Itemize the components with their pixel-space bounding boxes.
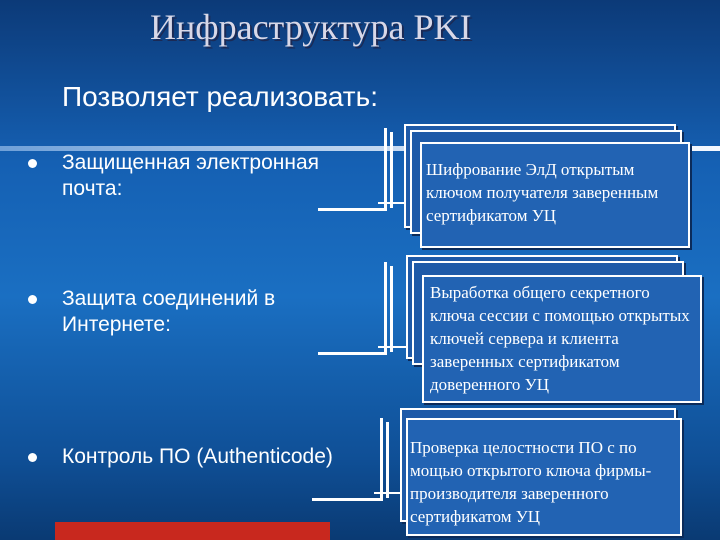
bullet-text: Защита соединений в Интернете: bbox=[62, 287, 276, 336]
bullet-text: Защищенная электронная почта: bbox=[62, 151, 320, 200]
description-text: Шифрование ЭлД открытым ключом получателя заверенным сертификатом УЦ bbox=[426, 160, 659, 225]
bracket-connector bbox=[312, 418, 408, 508]
description-card bbox=[422, 275, 702, 403]
bullet-text: Контроль ПО (Authenticode) bbox=[62, 445, 333, 468]
description-card-stack bbox=[396, 408, 684, 536]
description-text: Проверка целостности ПО с по мощью открытого ключа фирмы-производителя заверенного сертификатом УЦ bbox=[410, 438, 652, 526]
slide-subtitle: Позволяет реализовать: bbox=[62, 81, 378, 112]
description-card bbox=[406, 418, 682, 536]
bracket-connector bbox=[318, 262, 408, 362]
description-text: Выработка общего секретного ключа сессии с помощью открытых ключей сервера и клиента заверенных сертификатом доверенного УЦ bbox=[430, 283, 690, 394]
slide-title: Инфраструктура PKI bbox=[150, 7, 472, 47]
bullet-dot-icon bbox=[28, 295, 37, 304]
bullet-dot-icon bbox=[28, 453, 37, 462]
description-card-stack bbox=[400, 255, 702, 403]
accent-bar bbox=[55, 522, 330, 540]
bracket-connector bbox=[318, 128, 408, 218]
description-card-stack bbox=[400, 124, 692, 246]
bullet-dot-icon bbox=[28, 159, 37, 168]
description-card bbox=[420, 142, 690, 248]
